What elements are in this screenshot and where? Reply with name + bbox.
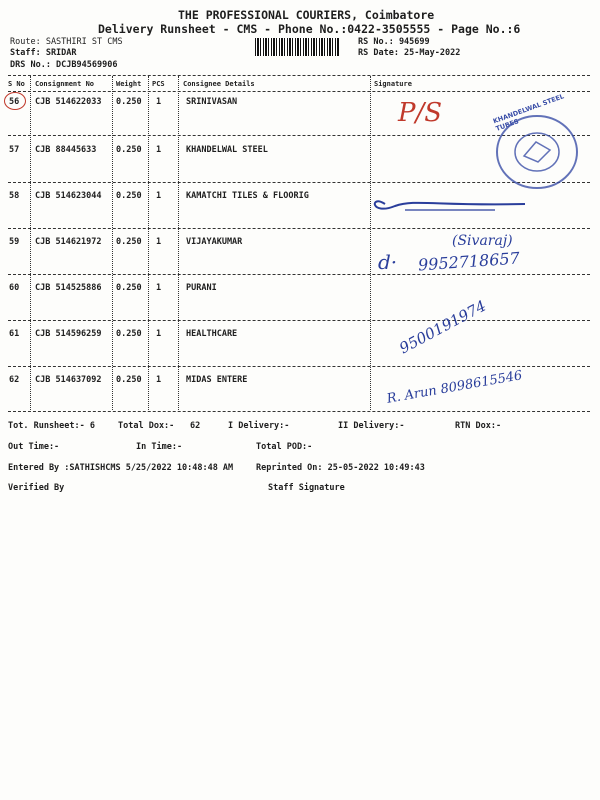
row-consignee: KAMATCHI TILES & FLOORIG <box>186 191 309 201</box>
row-consignee: MIDAS ENTERE <box>186 375 248 385</box>
row-weight: 0.250 <box>116 375 142 385</box>
out-time: Out Time:- <box>8 442 60 452</box>
col-consignment: Consignment No <box>35 80 95 88</box>
row-sno: 60 <box>9 283 20 293</box>
signature-row61-phone: 9500191974 <box>396 296 490 358</box>
row-pcs: 1 <box>156 97 162 107</box>
column-separator <box>178 76 179 410</box>
divider <box>8 228 590 229</box>
row-pcs: 1 <box>156 329 162 339</box>
row-pcs: 1 <box>156 145 162 155</box>
row-sno: 59 <box>9 237 20 247</box>
row-weight: 0.250 <box>116 191 142 201</box>
col-consignee: Consignee Details <box>183 80 255 88</box>
row-consignment: CJB 88445633 <box>35 145 97 155</box>
signature-row59-phone: 9952718657 <box>417 248 521 275</box>
signature-row56: P/S <box>398 98 443 128</box>
divider <box>8 411 590 412</box>
divider <box>8 91 590 92</box>
row-weight: 0.250 <box>116 237 142 247</box>
divider <box>8 320 590 321</box>
row-sno: 56 <box>9 97 20 107</box>
signature-row59-name: (Sivaraj) <box>452 233 513 249</box>
row-consignment: CJB 514525886 <box>35 283 102 293</box>
i-delivery: I Delivery:- <box>228 421 290 431</box>
barcode <box>255 38 340 56</box>
col-pcs: PCS <box>152 80 165 88</box>
route-label: Route: SASTHIRI ST CMS <box>10 37 123 47</box>
row-consignee: KHANDELWAL STEEL <box>186 145 268 155</box>
total-pod: Total POD:- <box>256 442 313 452</box>
stamp-text: KHANDELWAL STEEL TUBES <box>491 92 566 133</box>
row-weight: 0.250 <box>116 329 142 339</box>
row-sno: 61 <box>9 329 20 339</box>
total-dox-label: Total Dox:- <box>118 421 175 431</box>
staff-label: Staff: SRIDAR <box>10 48 77 58</box>
row-consignment: CJB 514596259 <box>35 329 102 339</box>
company-stamp <box>491 92 582 192</box>
reprinted-on: Reprinted On: 25-05-2022 10:49:43 <box>256 463 425 473</box>
row-consignee: SRINIVASAN <box>186 97 238 107</box>
row-consignee: HEALTHCARE <box>186 329 238 339</box>
col-signature: Signature <box>374 80 412 88</box>
in-time: In Time:- <box>136 442 183 452</box>
column-separator <box>112 76 113 410</box>
row-consignment: CJB 514623044 <box>35 191 102 201</box>
row-pcs: 1 <box>156 283 162 293</box>
tot-runsheet: Tot. Runsheet:- 6 <box>8 421 95 431</box>
company-title: THE PROFESSIONAL COURIERS, Coimbatore <box>178 8 435 22</box>
col-sno: S No <box>8 80 25 88</box>
row-consignee: PURANI <box>186 283 217 293</box>
rtn-dox: RTN Dox:- <box>455 421 502 431</box>
row-weight: 0.250 <box>116 145 142 155</box>
row-consignment: CJB 514637092 <box>35 375 102 385</box>
row-pcs: 1 <box>156 191 162 201</box>
row-pcs: 1 <box>156 237 162 247</box>
signature-scribble <box>365 190 565 220</box>
row-consignee: VIJAYAKUMAR <box>186 237 243 247</box>
divider <box>8 75 590 76</box>
row-pcs: 1 <box>156 375 162 385</box>
runsheet-subtitle: Delivery Runsheet - CMS - Phone No.:0422-3505555 - Page No.:6 <box>98 22 521 36</box>
row-consignment: CJB 514621972 <box>35 237 102 247</box>
ii-delivery: II Delivery:- <box>338 421 405 431</box>
row-sno: 57 <box>9 145 20 155</box>
row-sno: 62 <box>9 375 20 385</box>
entered-by: Entered By :SATHISHCMS 5/25/2022 10:48:48 AM <box>8 463 234 473</box>
column-separator <box>148 76 149 410</box>
signature-row62: R. Arun 8098615546 <box>385 368 524 407</box>
column-separator <box>370 76 371 410</box>
row-weight: 0.250 <box>116 97 142 107</box>
verified-by: Verified By <box>8 483 65 493</box>
total-dox-value: 62 <box>190 421 201 431</box>
divider <box>8 274 590 275</box>
col-weight: Weight <box>116 80 142 88</box>
drs-label: DRS No.: DCJB94569906 <box>10 60 118 70</box>
staff-signature: Staff Signature <box>268 483 345 493</box>
column-separator <box>30 76 31 410</box>
signature-row58 <box>365 190 565 220</box>
signature-row59-mark: d· <box>378 250 398 274</box>
rs-date: RS Date: 25-May-2022 <box>358 48 461 58</box>
rs-number: RS No.: 945699 <box>358 37 430 47</box>
row-sno: 58 <box>9 191 20 201</box>
row-weight: 0.250 <box>116 283 142 293</box>
divider <box>8 366 590 367</box>
row-consignment: CJB 514622033 <box>35 97 102 107</box>
circled-sno <box>4 92 26 110</box>
